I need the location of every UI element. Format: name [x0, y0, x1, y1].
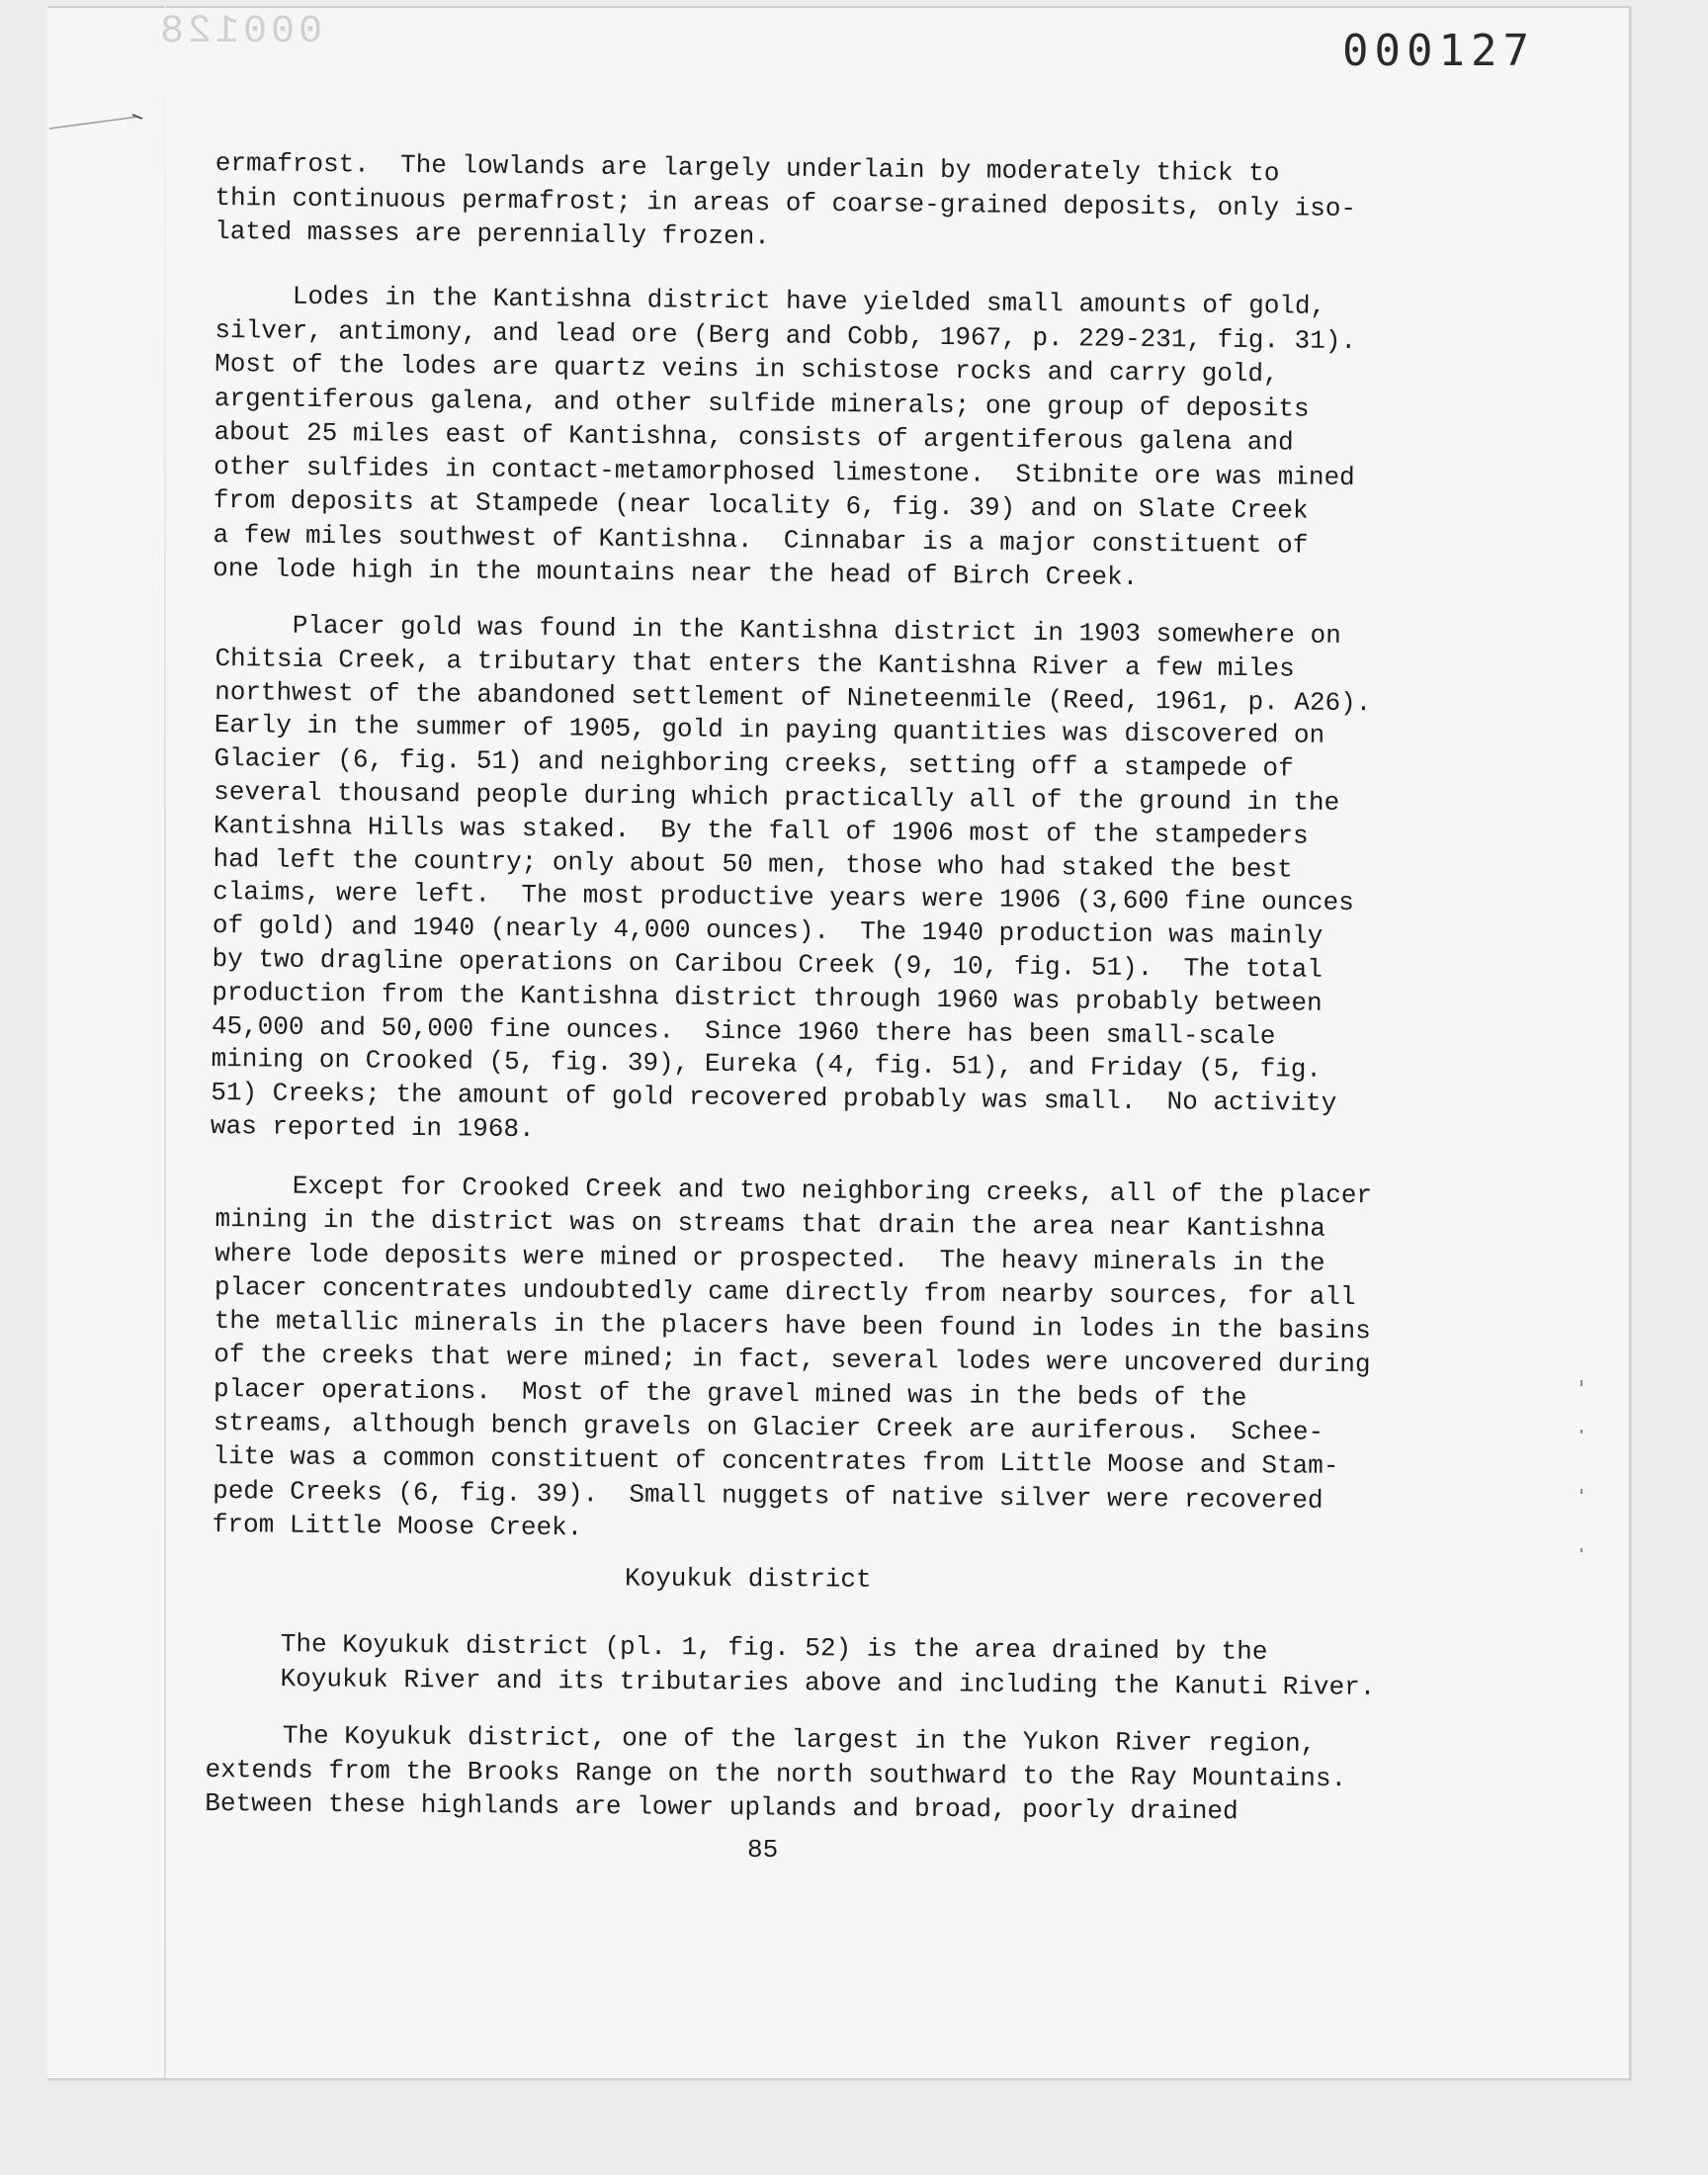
binding-shadow: [164, 6, 166, 2078]
paragraph-lodes: Lodes in the Kantishna district have yielded small amounts of gold, silver, antimony, and lead ore (Berg and Cobb, 1967, p. 229-231, fig. 31). Most of the lodes are quartz veins in schistose rocks and carry gold, argentiferous galena, and other sulfide minerals; one group of deposits about 25 miles east of Kantishna, consists of argentiferous galena and other sulfides in contact-metamorphosed limestone. Stibnite ore was mined from deposits at Stampede (near locality 6, fig. 39) and on Slate Creek a few miles southwest of Kantishna. Cinnabar is a major constituent of one lode high in the mountains near the head of Birch Creek.: [213, 280, 1357, 592]
margin-specks: [1580, 1370, 1583, 1588]
paragraph-permafrost: ermafrost. The lowlands are largely underlain by moderately thick to thin continuous permafrost; in areas of coarse-grained deposits, only iso- lated masses are perennially frozen.: [214, 147, 1357, 252]
bleed-through-number: 000128: [156, 10, 323, 54]
scanned-page: [47, 6, 1631, 2080]
section-heading: Koyukuk district: [624, 1563, 872, 1595]
page-number: 85: [747, 1835, 779, 1865]
page-top-edge: [47, 6, 1629, 8]
paragraph-koyukuk-extent: The Koyukuk district, one of the largest in the Yukon River region, extends from the Brooks Range on the north southward to the Ray Mountains. Between these highlands are lower uplands and broad, poorly drained: [205, 1719, 1347, 1827]
paragraph-placer-mining: Except for Crooked Creek and two neighboring creeks, all of the placer mining in the district was on streams that drain the area near Kantishna where lode deposits were mined or prospected. The heavy minerals in the placer concentrates undoubtedly came directly from nearby sources, for all the metallic minerals in the placers have been found in lodes in the basins of the creeks that were mined; in fact, several lodes were uncovered during placer operations. Most of the gravel mined was in the beds of the streams, although bench gravels on Glacier Creek are auriferous. Schee- lite was a common constituent of concentrates from Little Moose and Stam- pede Creeks (6, fig. 39). Small nuggets of native silver were recovered from Little Moose Creek.: [212, 1170, 1373, 1543]
paragraph-koyukuk-definition: The Koyukuk district (pl. 1, fig. 52) is the area drained by the Koyukuk River and its tributaries above and including the Kanuti River.: [280, 1628, 1376, 1702]
document-number: 000127: [1342, 26, 1535, 76]
pencil-mark: [47, 113, 156, 132]
paragraph-placer-gold: Placer gold was found in the Kantishna district in 1903 somewhere on Chitsia Creek, a tributary that enters the Kantishna River a few miles northwest of the abandoned settlement of Nineteenmile (Reed, 1961, p. A26). Early in the summer of 1905, gold in paying quantities was discovered on Glacier (6, fig. 51) and neighboring creeks, setting off a stampede of several thousand people during which practically all of the ground in the Kantishna Hills was staked. By the fall of 1906 most of the stampeders had left the country; only about 50 men, those who had staked the best claims, were left. The most productive years were 1906 (3,600 fine ounces of gold) and 1940 (nearly 4,000 ounces). The 1940 production was mainly by two dragline operations on Caribou Creek (9, 10, fig. 51). The total production from the Kantishna district through 1960 was probably between 45,000 and 50,000 fine ounces. Since 1960 there has been small-scale mining on Crooked (5, fig. 39), Eureka (4, fig. 51), and Friday (5, fig. 51) Creeks; the amount of gold recovered probably was small. No activity was reported in 1968.: [210, 609, 1372, 1145]
